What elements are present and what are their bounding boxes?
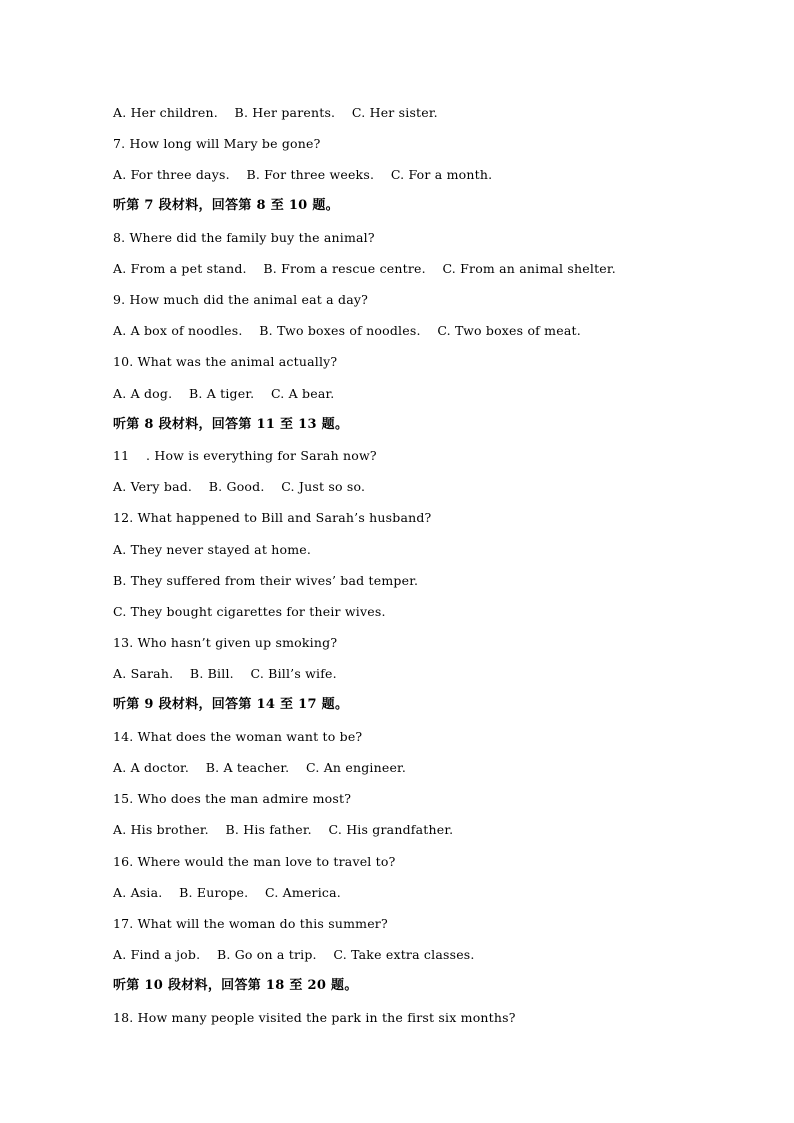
- q12-question: 12. What happened to Bill and Sarah’s husband?: [113, 510, 432, 525]
- q12-option-a: A. They never stayed at home.: [113, 542, 312, 557]
- q17-question: 17. What will the woman do this summer?: [113, 916, 388, 931]
- q10-options: A. A dog. B. A tiger. C. A bear.: [113, 386, 335, 401]
- q8-options: A. From a pet stand. B. From a rescue centre. C. From an animal shelter.: [113, 261, 616, 276]
- q15-question: 15. Who does the man admire most?: [113, 791, 352, 806]
- q13-options: A. Sarah. B. Bill. C. Bill’s wife.: [113, 666, 337, 681]
- section-10-heading: 听第 10 段材料，回答第 18 至 20 题。: [113, 978, 358, 993]
- q12-option-c: C. They bought cigarettes for their wives.: [113, 604, 386, 619]
- q6-options: A. Her children. B. Her parents. C. Her sister.: [113, 105, 438, 120]
- q9-options: A. A box of noodles. B. Two boxes of noodles. C. Two boxes of meat.: [113, 323, 581, 338]
- q15-options: A. His brother. B. His father. C. His grandfather.: [113, 822, 454, 837]
- section-8-heading: 听第 8 段材料，回答第 11 至 13 题。: [113, 417, 349, 432]
- q7-question: 7. How long will Mary be gone?: [113, 136, 321, 151]
- section-7-heading: 听第 7 段材料，回答第 8 至 10 题。: [113, 198, 339, 213]
- q13-question: 13. Who hasn’t given up smoking?: [113, 635, 338, 650]
- q16-options: A. Asia. B. Europe. C. America.: [113, 885, 341, 900]
- q12-option-b: B. They suffered from their wives’ bad temper.: [113, 573, 419, 588]
- q9-question: 9. How much did the animal eat a day?: [113, 292, 369, 307]
- q18-question: 18. How many people visited the park in the first six months?: [113, 1010, 516, 1025]
- q17-options: A. Find a job. B. Go on a trip. C. Take extra classes.: [113, 947, 475, 962]
- q14-options: A. A doctor. B. A teacher. C. An engineer.: [113, 760, 407, 775]
- q16-question: 16. Where would the man love to travel to?: [113, 854, 396, 869]
- q10-question: 10. What was the animal actually?: [113, 354, 338, 369]
- q11-options: A. Very bad. B. Good. C. Just so so.: [113, 479, 366, 494]
- q7-options: A. For three days. B. For three weeks. C. For a month.: [113, 167, 493, 182]
- q11-question: 11 . How is everything for Sarah now?: [113, 448, 377, 463]
- q8-question: 8. Where did the family buy the animal?: [113, 230, 375, 245]
- q14-question: 14. What does the woman want to be?: [113, 729, 363, 744]
- section-9-heading: 听第 9 段材料，回答第 14 至 17 题。: [113, 697, 349, 712]
